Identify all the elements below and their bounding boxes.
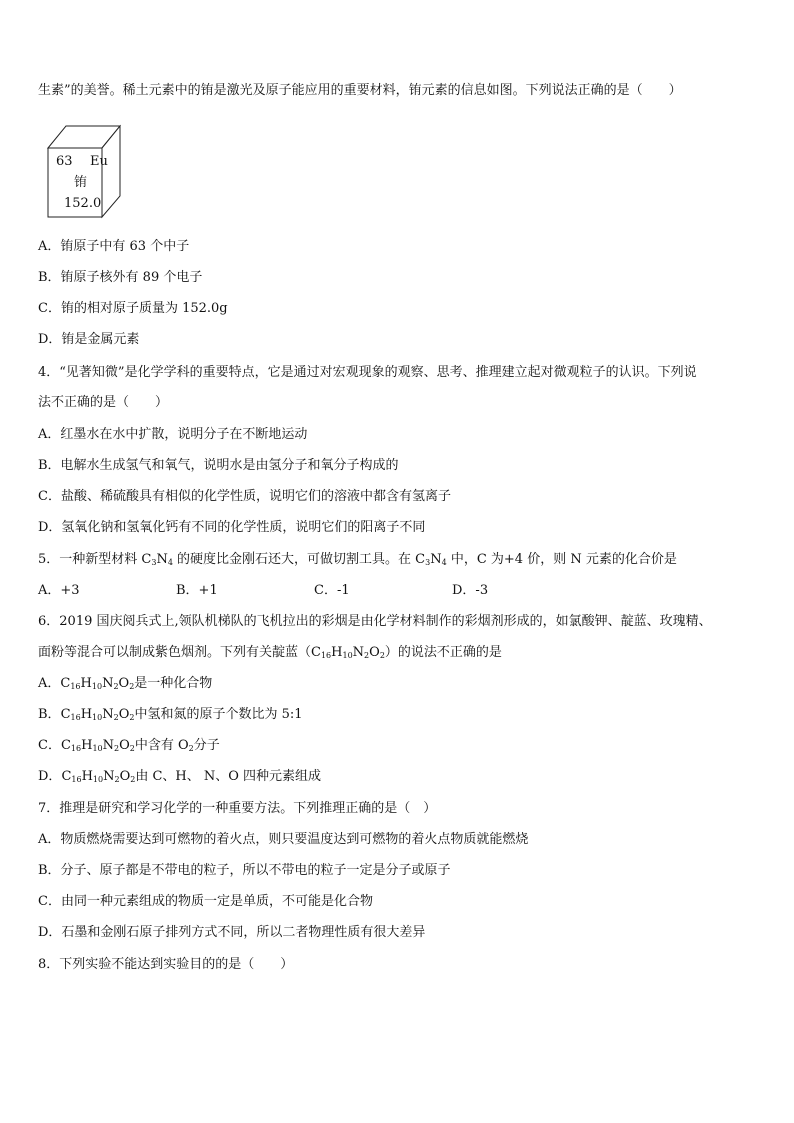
q4-stem-line2: 法不正确的是（ ） <box>38 395 169 410</box>
q8-stem: 8．下列实验不能达到实验目的的是（ ） <box>38 957 294 972</box>
q4-option-c: C．盐酸、稀硫酸具有相似的化学性质，说明它们的溶液中都含有氢离子 <box>38 489 451 504</box>
q7-stem: 7．推理是研究和学习化学的一种重要方法。下列推理正确的是（ ） <box>38 801 437 816</box>
q3-option-a: A．铕原子中有 63 个中子 <box>38 239 190 254</box>
q5-sub: 3 <box>425 558 431 567</box>
q5-option-a: A．+3 <box>38 583 80 598</box>
atomic-number: 63 <box>56 154 73 169</box>
q5-stem <box>38 551 677 569</box>
q6-stem-line2: 面粉等混合可以制成紫色烟剂。下列有关靛蓝$(C_{16}H_{10}N_2O_2)$的说法不正确的是 <box>38 645 502 660</box>
atomic-mass: 152.0 <box>64 196 102 211</box>
formula-sub: 16 <box>320 651 332 660</box>
q7-option-b: B．分子、原子都是不带电的粒子，所以不带电的粒子一定是分子或原子 <box>38 863 451 878</box>
q4-option-b: B．电解水生成氢气和氧气，说明水是由氢分子和氧分子构成的 <box>38 458 399 473</box>
q6-option-b: B．$C_{16}H_{10}N_2O_2$中氢和氮的原子个数比为 5:1 <box>38 707 303 722</box>
q3-option-b: B．铕原子核外有 89 个电子 <box>38 270 203 285</box>
q4-option-a: A．红墨水在水中扩散，说明分子在不断地运动 <box>38 427 308 442</box>
q5-stem-part: N <box>430 552 442 567</box>
q6-stem-part: ）的说法不正确的是 <box>384 645 502 660</box>
q5-option-d: D．-3 <box>452 583 489 598</box>
q7-option-c: C．由同一种元素组成的物质一定是单质，不可能是化合物 <box>38 894 373 909</box>
q5-option-b: B．+1 <box>176 583 218 598</box>
q5-stem-part: 中，C 为+4 价，则 N 元素的化合价是 <box>446 552 677 567</box>
q5-options-row <box>38 582 758 600</box>
q6-stem-line1: 6．2019 国庆阅兵式上,领队机梯队的飞机拉出的彩烟是由化学材料制作的彩烟剂形成的，如氯酸钾、靛蓝、玫瑰精、 <box>38 614 712 629</box>
q6-option-c: C．$C_{16}H_{10}N_2O_2$中含有 $O_2$分子 <box>38 738 220 753</box>
q5-sub: 4 <box>167 558 173 567</box>
q3-stem: 生素”的美誉。稀土元素中的铕是激光及原子能应用的重要材料，铕元素的信息如图。下列说法正确的是（ ） <box>38 83 682 98</box>
q5-stem-part: N <box>156 552 168 567</box>
q5-stem-part: 5．一种新型材料 C <box>38 552 152 567</box>
q4-stem-line1: 4．“见著知微”是化学学科的重要特点，它是通过对宏观现象的观察、思考、推理建立起对微观粒子的认识。下列说 <box>38 365 697 380</box>
q7-option-a: A．物质燃烧需要达到可燃物的着火点，则只要温度达到可燃物的着火点物质就能燃烧 <box>38 832 529 847</box>
q6-stem-part: 面粉等混合可以制成紫色烟剂。下列有关靛蓝（C <box>38 645 321 660</box>
q4-option-d: D．氢氧化钠和氢氧化钙有不同的化学性质，说明它们的阳离子不同 <box>38 520 426 535</box>
q5-stem-part: 的硬度比金刚石还大，可做切割工具。在 C <box>172 552 426 567</box>
formula-sub: 2 <box>364 651 370 660</box>
element-name: 铕 <box>74 175 88 190</box>
formula-sub: 2 <box>379 651 385 660</box>
q6-option-a: A．$C_{16}H_{10}N_2O_2$是一种化合物 <box>38 676 213 691</box>
element-symbol: Eu <box>90 154 108 169</box>
q5-sub: 4 <box>441 558 447 567</box>
q5-option-c: C．-1 <box>314 583 350 598</box>
q6-option-d: D．$C_{16}H_{10}N_2O_2$由 C、H、 N、O 四种元素组成 <box>38 769 322 784</box>
q7-option-d: D．石墨和金刚石原子排列方式不同，所以二者物理性质有很大差异 <box>38 925 426 940</box>
q3-option-c: C．铕的相对原子质量为 152.0g <box>38 301 228 316</box>
formula-sub: 10 <box>342 651 353 660</box>
q3-option-d: D．铕是金属元素 <box>38 332 140 347</box>
element-card-europium <box>40 118 126 220</box>
q5-sub: 3 <box>151 558 157 567</box>
